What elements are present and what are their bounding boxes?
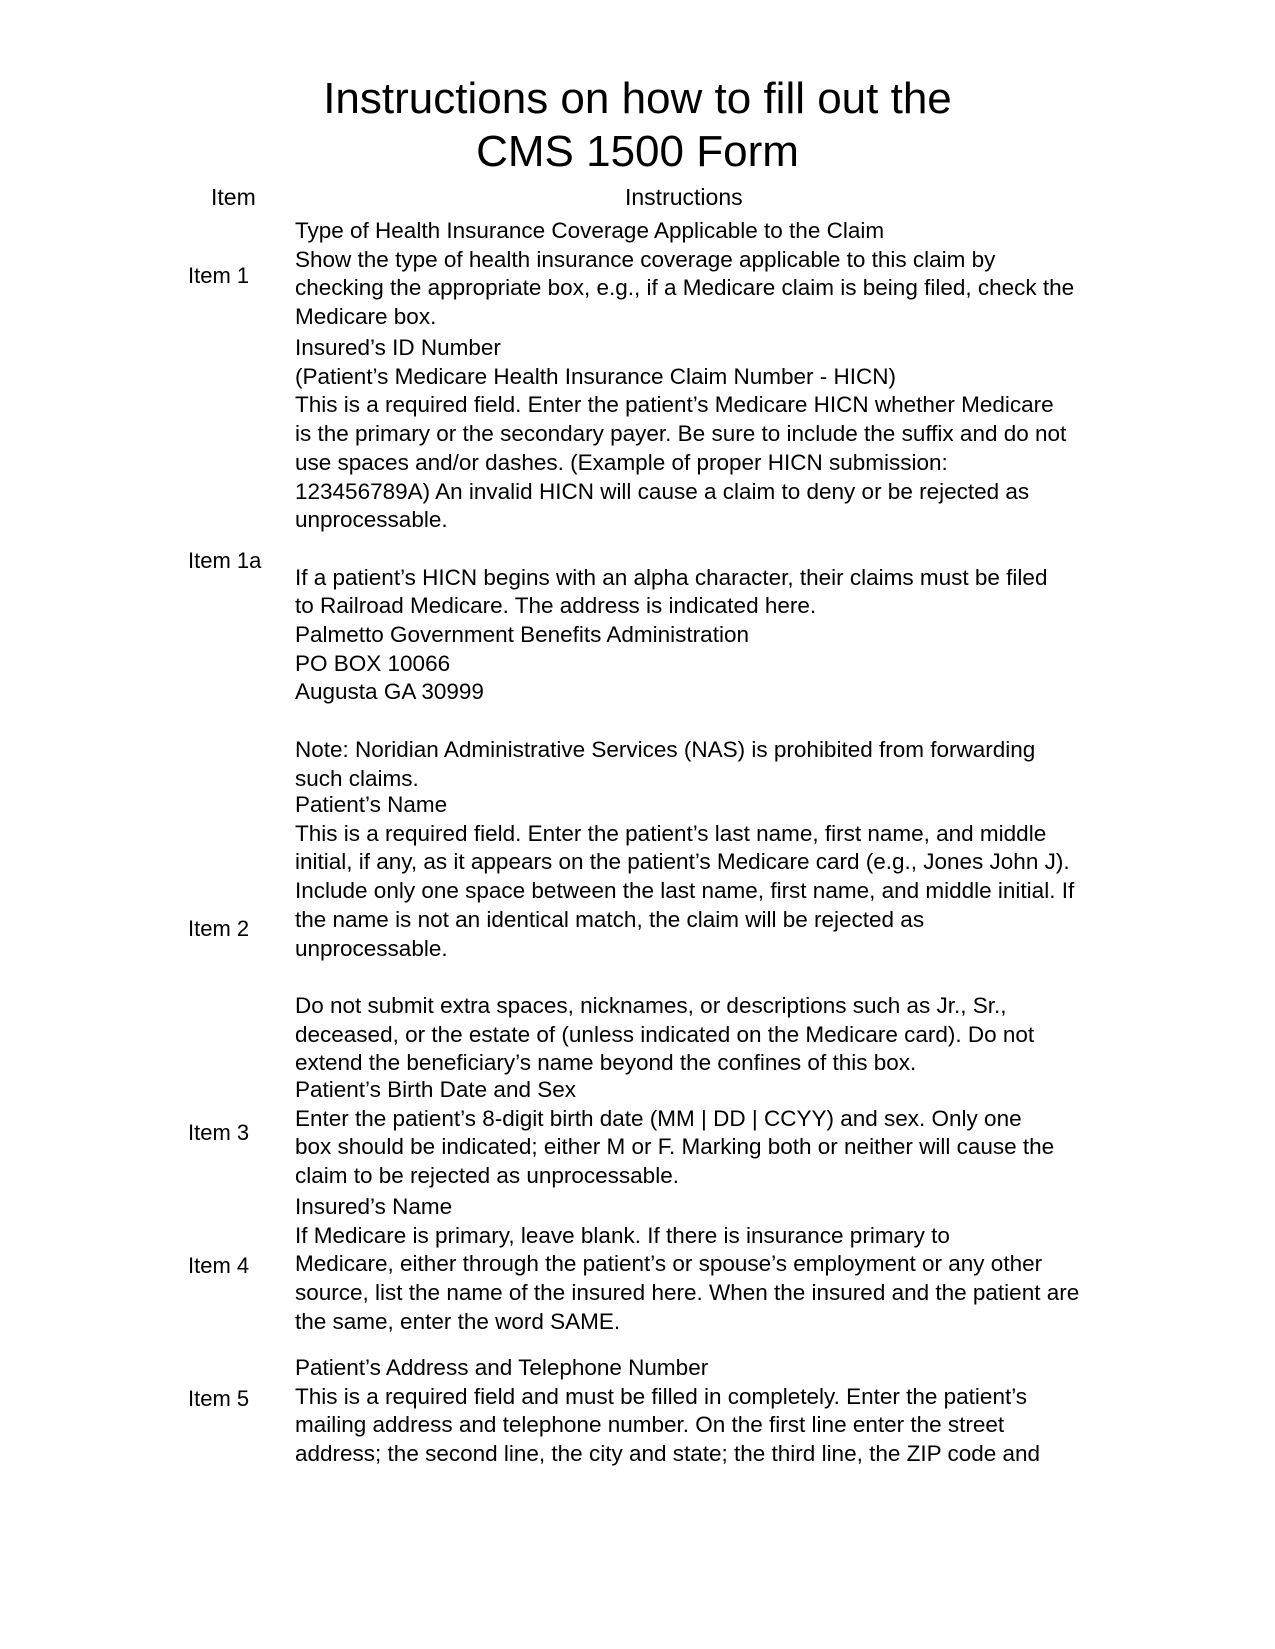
instruction-heading: Patient’s Name: [295, 792, 448, 817]
instruction-heading: Patient’s Birth Date and Sex: [295, 1077, 576, 1102]
instruction-line: unprocessable.: [295, 935, 448, 961]
item-instructions: [295, 1193, 1095, 1337]
instruction-line: extend the beneficiary’s name beyond the confines of this box.: [295, 1050, 917, 1076]
paragraph-gap: [295, 963, 1095, 992]
item-instructions: [295, 217, 1095, 332]
instruction-line: This is a required field and must be filled in completely. Enter the patient’s: [295, 1383, 1028, 1409]
item-instructions: [295, 334, 1095, 793]
instruction-line: 123456789A) An invalid HICN will cause a claim to deny or be rejected as: [295, 478, 1030, 504]
instruction-line: is the primary or the secondary payer. Be sure to include the suffix and do not: [295, 421, 1067, 447]
instruction-line: to Railroad Medicare. The address is indicated here.: [295, 593, 817, 619]
item-label: Item 3: [188, 1120, 250, 1145]
instruction-line: Medicare box.: [295, 304, 437, 330]
instruction-line: unprocessable.: [295, 507, 448, 533]
instruction-line: Show the type of health insurance coverage applicable to this claim by: [295, 246, 996, 272]
item-label: Item 4: [188, 1253, 250, 1278]
title-line-2: CMS 1500 Form: [476, 127, 799, 176]
instruction-line: Include only one space between the last name, first name, and middle initial. If: [295, 878, 1075, 904]
item-instructions: [295, 791, 1095, 1078]
instruction-line: checking the appropriate box, e.g., if a Medicare claim is being filed, check the: [295, 275, 1075, 301]
instruction-heading: Insured’s ID Number: [295, 335, 501, 360]
instruction-line: claim to be rejected as unprocessable.: [295, 1163, 679, 1189]
column-header-item: Item: [211, 184, 256, 210]
instruction-line: (Patient’s Medicare Health Insurance Claim Number - HICN): [295, 363, 897, 389]
instruction-line: This is a required field. Enter the patient’s last name, first name, and middle: [295, 820, 1047, 846]
instruction-line: the same, enter the word SAME.: [295, 1308, 621, 1334]
column-header-instructions: Instructions: [625, 184, 743, 210]
instruction-line: If Medicare is primary, leave blank. If there is insurance primary to: [295, 1222, 950, 1248]
instruction-line: Medicare, either through the patient’s or spouse’s employment or any other: [295, 1251, 1043, 1277]
item-label: Item 1a: [188, 548, 262, 573]
item-label: Item 2: [188, 916, 250, 941]
instruction-line: Enter the patient’s 8-digit birth date (MM | DD | CCYY) and sex. Only one: [295, 1105, 1022, 1131]
instruction-line: If a patient’s HICN begins with an alpha character, their claims must be filed: [295, 564, 1048, 590]
note-line: such claims.: [295, 765, 419, 791]
paragraph-gap: [295, 707, 1095, 736]
address-line: Augusta GA 30999: [295, 679, 484, 705]
item-label: Item 1: [188, 263, 250, 288]
address-line: Palmetto Government Benefits Administration: [295, 622, 749, 648]
title-line-1: Instructions on how to fill out the: [323, 74, 952, 123]
instruction-line: mailing address and telephone number. On the first line enter the street: [295, 1412, 1005, 1438]
instruction-heading: Type of Health Insurance Coverage Applicable to the Claim: [295, 218, 885, 243]
instruction-line: This is a required field. Enter the patient’s Medicare HICN whether Medicare: [295, 392, 1054, 418]
instruction-line: address; the second line, the city and state; the third line, the ZIP code and: [295, 1441, 1041, 1467]
instruction-line: use spaces and/or dashes. (Example of proper HICN submission:: [295, 449, 948, 475]
instruction-line: Do not submit extra spaces, nicknames, or descriptions such as Jr., Sr.,: [295, 992, 1007, 1018]
item-instructions: [295, 1354, 1095, 1469]
item-label: Item 5: [188, 1386, 250, 1411]
instruction-line: box should be indicated; either M or F. Marking both or neither will cause the: [295, 1134, 1055, 1160]
page-title: [0, 72, 1275, 178]
instruction-line: source, list the name of the insured here. When the insured and the patient are: [295, 1280, 1080, 1306]
paragraph-gap: [295, 535, 1095, 564]
instruction-heading: Insured’s Name: [295, 1194, 453, 1219]
instruction-line: deceased, or the estate of (unless indicated on the Medicare card). Do not: [295, 1021, 1035, 1047]
instruction-line: initial, if any, as it appears on the patient’s Medicare card (e.g., Jones John J).: [295, 849, 1070, 875]
note-line: Note: Noridian Administrative Services (NAS) is prohibited from forwarding: [295, 736, 1036, 762]
instruction-line: the name is not an identical match, the claim will be rejected as: [295, 906, 925, 932]
item-instructions: [295, 1076, 1095, 1191]
address-line: PO BOX 10066: [295, 650, 451, 676]
instruction-heading: Patient’s Address and Telephone Number: [295, 1355, 709, 1380]
